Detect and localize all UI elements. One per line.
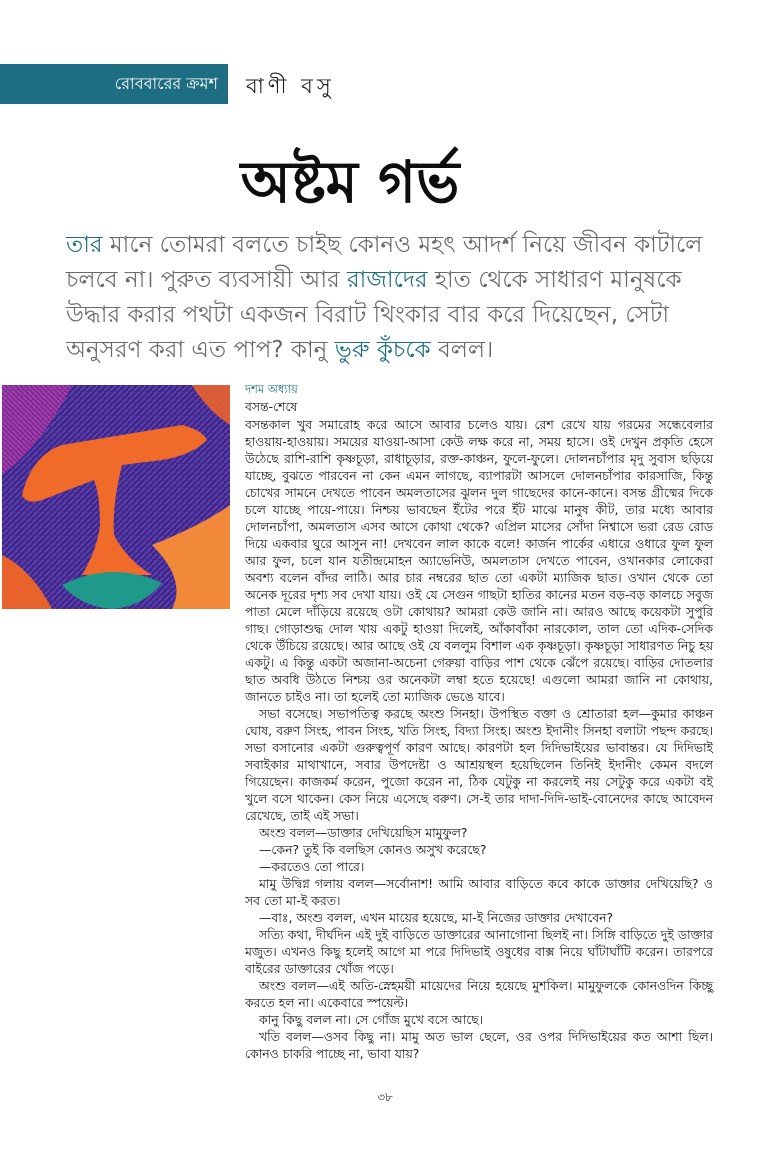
paragraph: সত্যি কথা, দীর্ঘদিন এই দুই বাড়িতে ডাক্তারের আনাগোনা ছিলই না। সিঙ্গি বাড়িতে দুই ডাক্তার মজুত। এখনও কিছু হলেই আগে মা পরে দিদিভাই ওষুধের বাক্স নিয়ে ঘাঁটাঘাঁটি করেন। তারপরে বাইরের ডাক্তারের খোঁজ পড়ে।	[245, 927, 713, 976]
section-subheading: বসন্ত-শেষে	[245, 399, 298, 414]
paragraph: —করতেও তো পারে।	[259, 859, 365, 874]
paragraph: মামু উদ্বিগ্ন গলায় বলল—সর্বোনাশ! আমি আবার বাড়িতে কবে কাকে ডাক্তার দেখিয়েছি? ও সব তো মা-ই করত।	[245, 876, 713, 908]
author-text: বাণী বসু	[246, 74, 335, 98]
intro-highlight-3: ভুরু কুঁচকে	[334, 337, 431, 363]
chapter-heading: দশম অধ্যায়	[245, 382, 298, 396]
paragraph: অংশু বলল—ডাক্তার দেখিয়েছিস মামুফুল?	[259, 825, 468, 840]
paragraph: বসন্তকাল খুব সমারোহ করে আসে আবার চলেও যায়। রেশ রেখে যায় গরমের সন্ধেবেলার হাওয়ায়-হাওয়ায়। সময়ের যাওয়া-আসা কেউ লক্ষ করে না, সময় হাসে। ওই দেখুন প্রকৃতি হেসে উঠেছে রাশি-রাশি কৃষ্ণচূড়া, রাধাচূড়ার, রক্ত-কাঞ্চন, ফুলে-ফুলে। দোলনচাঁপার মৃদু সুবাস ছড়িয়ে যাচ্ছে, বুঝতে পারবেন না কেন এমন লাগছে, ব্যাপারটা আসলে দোলনচাঁপার কারসাজি, কিন্তু চোখের সামনে দেখতে পাবেন অমলতাসের ঝুলন দুল গাছেদের কানে-কানে। বসন্ত গ্রীষ্মের দিকে চলে যাচ্ছে পায়ে-পায়ে। নিশ্চয় ভাবছেন ইঁটের পরে ইঁট মাঝে মানুষ কীট, তার মধ্যে আবার দোলনচাঁপা, অমলতাস এসব আসে কোথা থেকে? এপ্রিল মাসের সোঁদা নিশ্বাসে ভরা রেড রোড দিয়ে একবার ঘুরে আসুন না! দেখবেন লাল কাকে বলে! কার্জন পার্কের এধারে ওধারে ফুল ফুল আর ফুল, চলে যান যতীন্দ্রমোহন অ্যাভেনিউ, অমলতাস দেখতে পাবেন, ওখানকার লোকেরা অবশ্য বলেন বাঁদর লাঠি। আর চার নম্বরের ছাত তো একটা ম্যাজিক ছাত। ওখান থেকে তো অনেক দূরের দৃশ্য সব দেখা যায়। ওই যে সেগুন গাছটা হাতির কানের মতন বড়-বড় কালচে সবুজ পাতা মেলে দাঁড়িয়ে রয়েছে ওটা কোথায়? আমরা কেউ জানি না। আরও আছে কয়েকটা সুপুরি গাছ। গোড়াশুদ্ধ দোল খায় একটু হাওয়া দিলেই, আঁকাবাঁকা নারকোল, তাল তো এদিক-সেদিক থেকে উঁচিয়ে রয়েছে। আর আছে ওই যে বললুম বিশাল এক কৃষ্ণচূড়া। কৃষ্ণচূড়া সাধারণত নিচু হয় একটু। এ কিন্তু একটা অজানা-অচেনা গেরুয়া বাড়ির পাশ থেকে ঝেঁপে রয়েছে। বাড়ির দোতলার ছাত অবধি উঠতে নিশ্চয় ওর অনেকটা লম্বা হতে হয়েছে! এগুলো আমরা জানি না কোথায়, জানতে চাইও না। তা হলেই তো ম্যাজিক ভেঙে যাবে।	[245, 417, 713, 704]
page-title: অষ্টম গর্ভ	[240, 148, 460, 216]
intro-highlight-2: রাজাদের	[347, 267, 428, 293]
intro-quote	[66, 228, 716, 368]
page-number: ৩৮	[377, 1090, 393, 1104]
paragraph: —বাঃ, অংশু বলল, এখন মায়ের হয়েছে, মা-ই নিজের ডাক্তার দেখাবেন?	[259, 910, 614, 925]
paragraph: কানু কিছু বলল না। সে গোঁজ মুখে বসে আছে।	[259, 1012, 484, 1027]
paragraph: —কেন? তুই কি বলছিস কোনও অসুখ করেছে?	[259, 842, 487, 857]
paragraph: সভা বসেছে। সভাপতিত্ব করছে অংশু সিনহা। উপস্থিত বক্তা ও শ্রোতারা হল—কুমার কাঞ্চন ঘোষ, বরুণ সিংহ, পাবন সিংহ, খতি সিংহ, বিদ্যা সিংহ। অংশু ইদানীং সিনহা বলাটা পছন্দ করছে। সভা বসানোর একটা গুরুত্বপূর্ণ কারণ আছে। কারণটা হল দিদিভাইয়ের ভাবান্তর। যে দিদিভাই সবাইকার মাথাখানে, সবার উপদেষ্টা ও আশ্রয়স্থল হয়েছিলেন তিনিই ইদানীং কেমন বদলে গিয়েছেন। কাজকর্ম করেন, পুজো করেন না, ঠিক যেটুকু না করলেই নয় সেটুকু করে একটা বই খুলে বসে থাকেন। কেস নিয়ে এসেছে বরুণ। সে-ই তার দাদা-দিদি-ভাই-বোনেদের কাছে আবেদন রেখেছে, তাই এই সভা।	[245, 706, 713, 823]
author-name	[246, 70, 335, 105]
intro-highlight-1: তার	[66, 232, 103, 258]
article-body	[245, 381, 713, 1062]
intro-text-3: বলল।	[430, 337, 494, 363]
intro-text-1: মানে তোমরা বলতে চাইছ কোনও মহৎ আদর্শ নিয়ে জীবন কাটালে চলবে না। পুরুত ব্যবসায়ী আর	[66, 232, 703, 293]
intro-text-2: হাত থেকে সাধারণ মানুষকে উদ্ধার করার পথটা একজন বিরাট থিংকার বার করে দিয়েছেন, সেটা অনুসরণ করা এত পাপ? কানু	[66, 267, 682, 363]
paragraph: অংশু বলল—এই অতি-স্নেহময়ী মায়েদের নিয়ে হয়েছে মুশকিল। মামুফুলকে কোনওদিন কিচ্ছু করতে হল না। একেবারে স্পয়েল্ট।	[245, 978, 713, 1010]
abstract-illustration	[2, 385, 230, 609]
paragraph: খতি বলল—ওসব কিছু না। মামু অত ভাল ছেলে, ওর ওপর দিদিভাইয়ের কত আশা ছিল। কোনও চাকরি পাচ্ছে না, ভাবা যায়?	[245, 1029, 713, 1061]
series-label: রোববারের ক্রমশ	[0, 64, 228, 104]
